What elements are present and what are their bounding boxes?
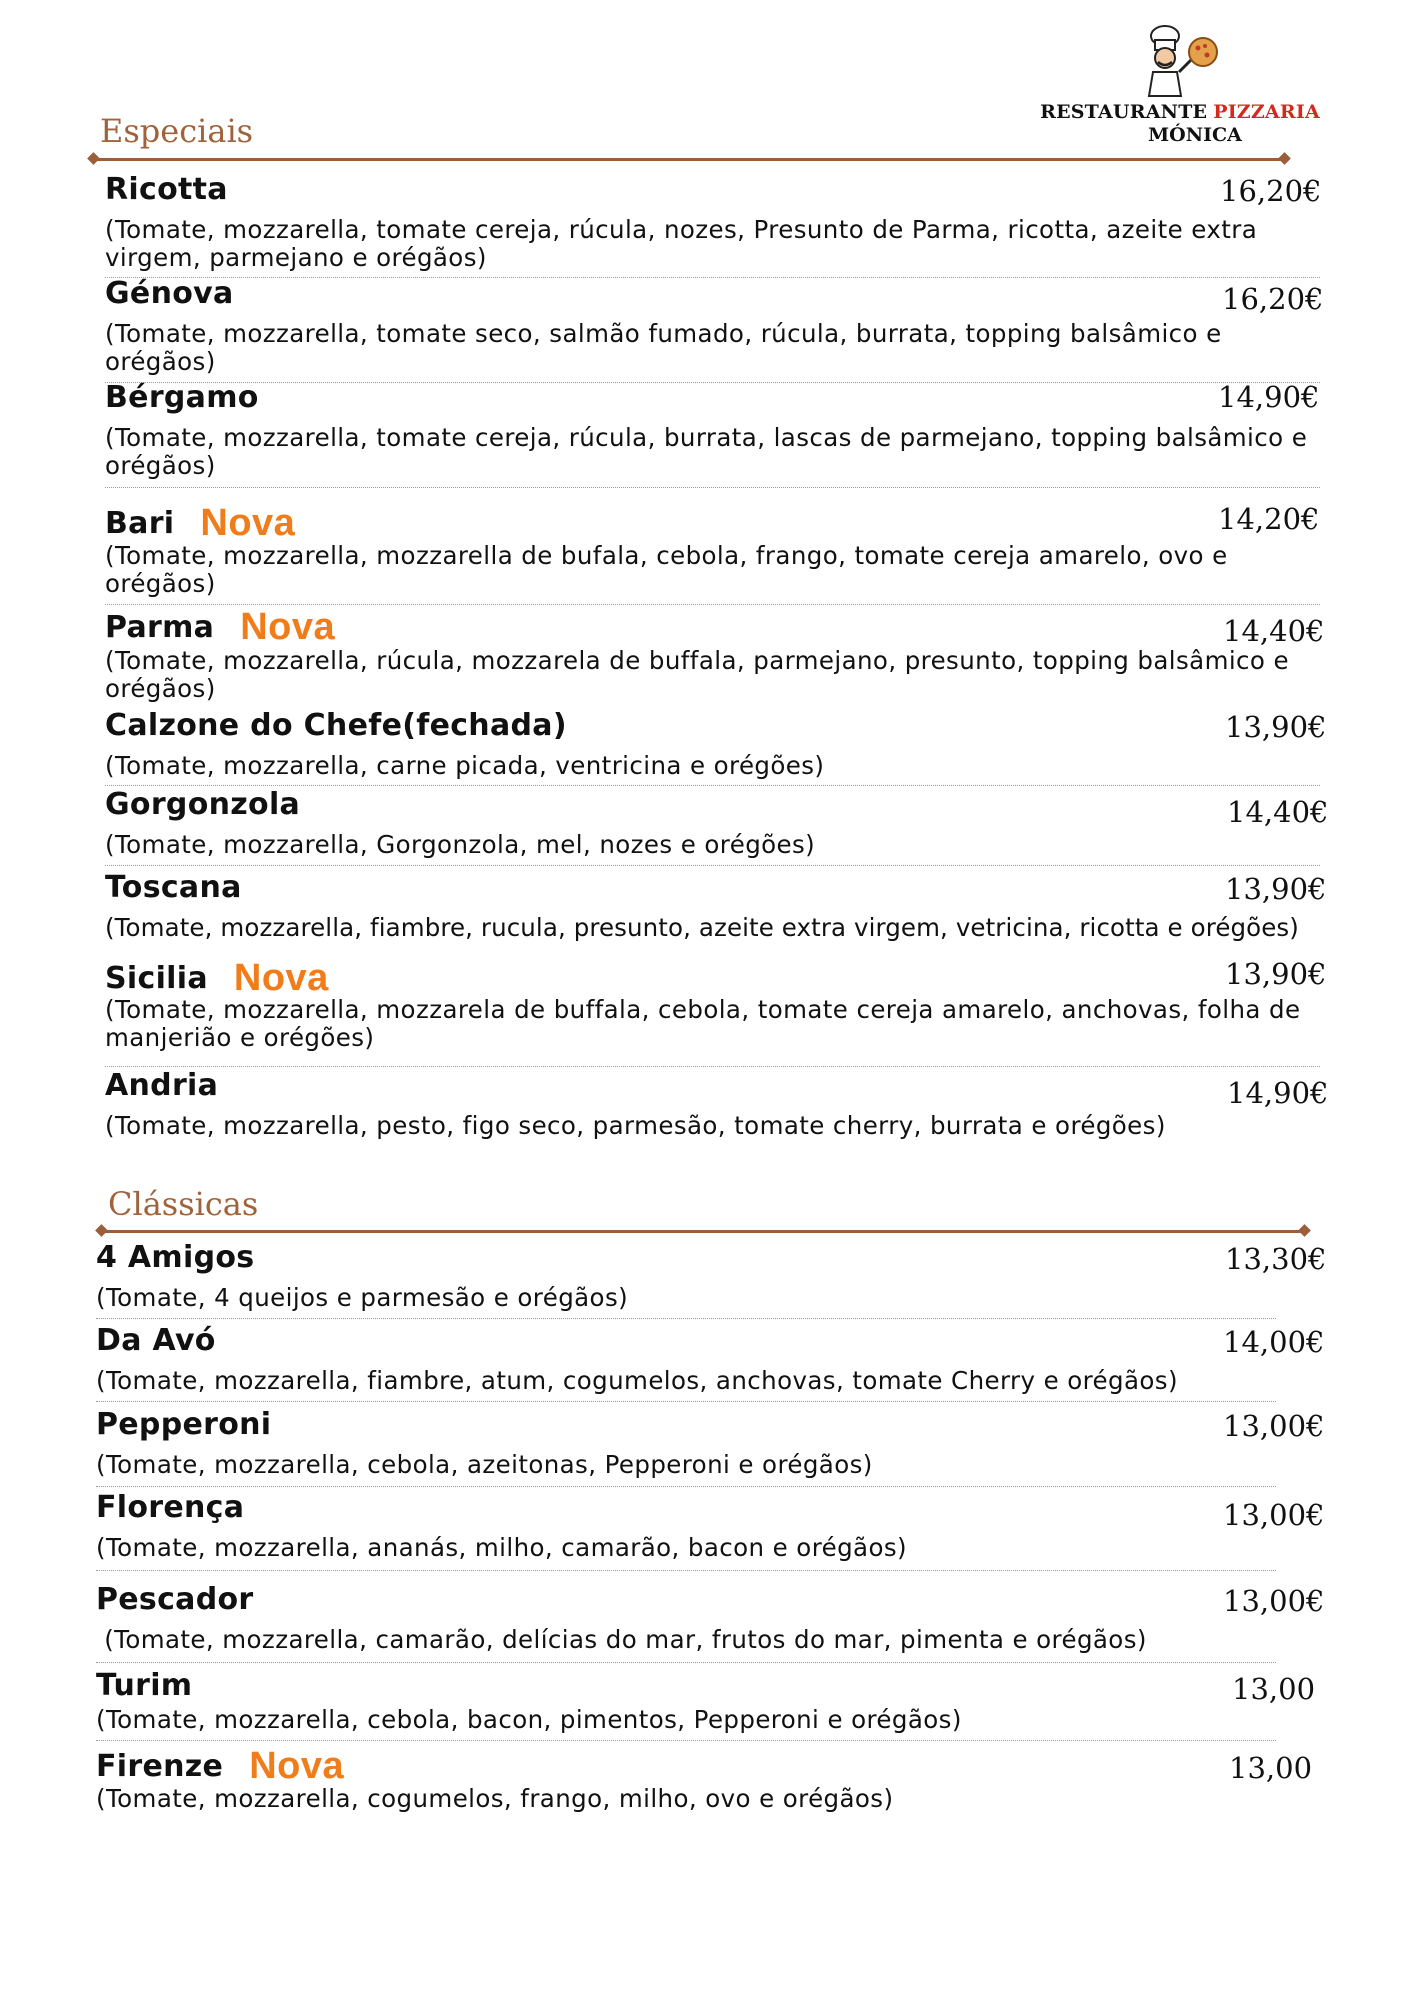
- item-price: 16,20€: [1222, 282, 1324, 316]
- item-name: Génova: [105, 276, 234, 311]
- item-name: Bari Nova: [105, 502, 296, 544]
- item-description: (Tomate, mozzarella, ananás, milho, camarão, bacon e orégãos): [96, 1533, 907, 1562]
- item-description: (Tomate, mozzarella, Gorgonzola, mel, nozes e orégões): [105, 830, 816, 859]
- item-price: 13,00€: [1223, 1498, 1325, 1532]
- item-description: (Tomate, mozzarella, cebola, azeitonas, Pepperoni e orégãos): [96, 1450, 873, 1479]
- item-name: Andria: [105, 1068, 219, 1103]
- item-price: 14,90€: [1227, 1076, 1329, 1110]
- dotted-divider: [105, 277, 1320, 278]
- item-price: 14,00€: [1223, 1325, 1325, 1359]
- item-price: 14,40€: [1227, 795, 1329, 829]
- item-name: 4 Amigos: [96, 1240, 255, 1275]
- dotted-divider: [96, 1486, 1276, 1487]
- item-name: Florença: [96, 1490, 245, 1525]
- dotted-divider: [105, 1066, 1320, 1067]
- new-badge: Nova: [240, 606, 336, 648]
- item-name: Bérgamo: [105, 380, 259, 415]
- item-description: (Tomate, mozzarella, tomate cereja, rúcula, burrata, lascas de parmejano, topping balsâmico e orégãos): [105, 423, 1308, 480]
- new-badge: Nova: [200, 502, 296, 544]
- dotted-divider: [105, 382, 1320, 383]
- section-rule: [94, 158, 1284, 161]
- item-name: Parma Nova: [105, 606, 336, 648]
- item-description: (Tomate, mozzarella, rúcula, mozzarela de buffala, parmejano, presunto, topping balsâmico e orégãos): [105, 646, 1289, 703]
- restaurant-logo: [1040, 22, 1320, 146]
- dotted-divider: [96, 1662, 1276, 1663]
- dotted-divider: [96, 1318, 1276, 1319]
- item-price: 13,00€: [1223, 1584, 1325, 1618]
- item-description: (Tomate, mozzarella, cebola, bacon, pimentos, Pepperoni e orégãos): [96, 1705, 962, 1734]
- item-name: Pepperoni: [96, 1407, 272, 1442]
- item-price: 16,20€: [1220, 174, 1322, 208]
- dotted-divider: [105, 487, 1320, 488]
- new-badge: Nova: [233, 957, 329, 999]
- item-description: (Tomate, mozzarella, pesto, figo seco, parmesão, tomate cherry, burrata e orégões): [105, 1111, 1166, 1140]
- item-description: (Tomate, mozzarella, fiambre, rucula, presunto, azeite extra virgem, vetricina, ricotta e orégões): [105, 913, 1299, 942]
- dotted-divider: [96, 1401, 1276, 1402]
- dotted-divider: [96, 1570, 1276, 1571]
- dotted-divider: [105, 865, 1320, 866]
- item-name: Turim: [96, 1668, 193, 1703]
- section-title: Especiais: [100, 112, 254, 150]
- item-price: 14,40€: [1223, 614, 1325, 648]
- section-rule: [102, 1230, 1304, 1233]
- logo-text-line2: MÓNICA: [1148, 124, 1242, 146]
- item-price: 14,90€: [1218, 380, 1320, 414]
- item-description: (Tomate, mozzarella, cogumelos, frango, milho, ovo e orégãos): [96, 1784, 894, 1813]
- item-name: Firenze Nova: [96, 1745, 345, 1787]
- item-description: (Tomate, mozzarella, mozzarella de bufala, cebola, frango, tomate cereja amarelo, ovo e orégãos): [105, 541, 1228, 598]
- chef-pizza-icon: [1135, 22, 1225, 100]
- item-price: 13,90€: [1225, 957, 1327, 991]
- item-price: 13,00: [1232, 1672, 1316, 1706]
- item-name: Sicilia Nova: [105, 957, 329, 999]
- new-badge: Nova: [249, 1745, 345, 1787]
- section-title: Clássicas: [108, 1185, 259, 1223]
- item-price: 14,20€: [1218, 502, 1320, 536]
- item-name: Pescador: [96, 1582, 254, 1617]
- item-description: (Tomate, mozzarella, carne picada, ventricina e orégões): [105, 751, 825, 780]
- item-description: (Tomate, mozzarella, mozzarela de buffala, cebola, tomate cereja amarelo, anchovas, folha de manjerião e orégões): [105, 995, 1301, 1052]
- dotted-divider: [105, 785, 1320, 786]
- item-price: 13,90€: [1225, 710, 1327, 744]
- item-description: (Tomate, mozzarella, tomate seco, salmão fumado, rúcula, burrata, topping balsâmico e orégãos): [105, 319, 1222, 376]
- item-description: (Tomate, 4 queijos e parmesão e orégãos): [96, 1283, 629, 1312]
- item-price: 13,00€: [1223, 1409, 1325, 1443]
- item-description: (Tomate, mozzarella, fiambre, atum, cogumelos, anchovas, tomate Cherry e orégãos): [96, 1366, 1178, 1395]
- item-name: Toscana: [105, 870, 242, 905]
- item-name: Calzone do Chefe(fechada): [105, 708, 567, 743]
- item-name: Da Avó: [96, 1323, 216, 1358]
- item-price: 13,90€: [1225, 872, 1327, 906]
- item-name: Gorgonzola: [105, 787, 301, 822]
- logo-text-line1: RESTAURANTE PIZZARIA: [1040, 101, 1320, 123]
- item-description: (Tomate, mozzarella, camarão, delícias do mar, frutos do mar, pimenta e orégãos): [96, 1625, 1147, 1654]
- item-name: Ricotta: [105, 172, 228, 207]
- dotted-divider: [96, 1740, 1276, 1741]
- item-price: 13,30€: [1225, 1242, 1327, 1276]
- item-description: (Tomate, mozzarella, tomate cereja, rúcula, nozes, Presunto de Parma, ricotta, azeite extra virgem, parmejano e orégãos): [105, 215, 1258, 272]
- item-price: 13,00: [1229, 1751, 1313, 1785]
